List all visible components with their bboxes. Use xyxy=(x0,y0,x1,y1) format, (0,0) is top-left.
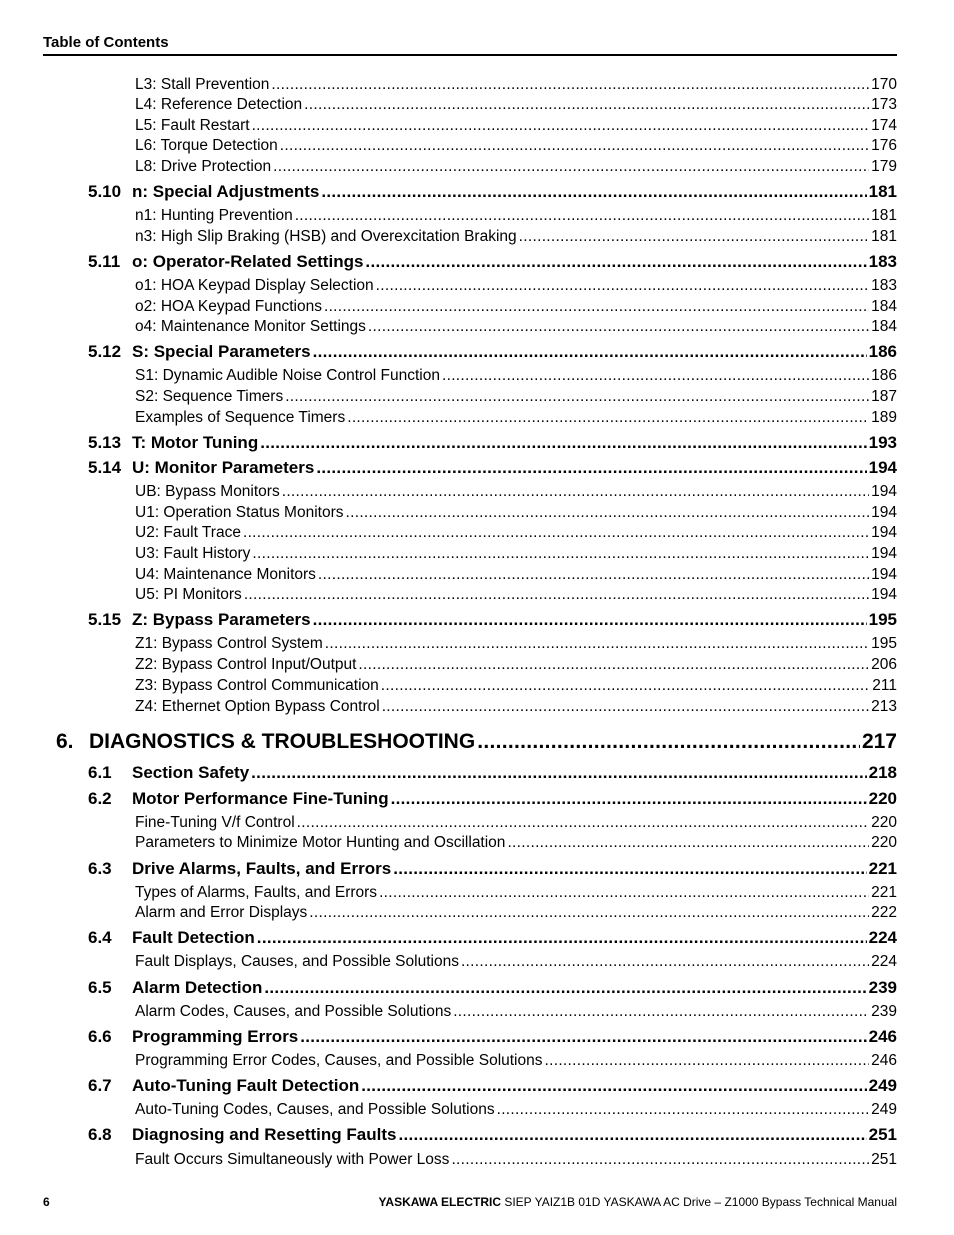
toc-entry-label: Alarm and Error Displays xyxy=(135,904,308,921)
toc-section-5-11[interactable] xyxy=(88,252,897,272)
dot-leader xyxy=(358,656,869,674)
header-divider xyxy=(43,54,897,56)
toc-section-page: 218 xyxy=(868,763,897,782)
toc-entry-label: n1: Hunting Prevention xyxy=(135,207,293,224)
toc-entry-label: L8: Drive Protection xyxy=(135,158,272,175)
dot-leader xyxy=(297,814,869,832)
toc-entry-page: 194 xyxy=(871,504,897,521)
dot-leader xyxy=(382,698,869,716)
toc-entry-page: 222 xyxy=(871,904,897,921)
toc-entry-alarm-types[interactable] xyxy=(135,884,897,902)
toc-section-label: Programming Errors xyxy=(132,1027,299,1046)
toc-entry-page: 176 xyxy=(871,137,897,154)
toc-entry-page: 194 xyxy=(871,586,897,603)
dot-leader xyxy=(393,859,866,879)
toc-section-page: 220 xyxy=(868,789,897,808)
toc-section-5-10[interactable] xyxy=(88,182,897,202)
toc-section-label: U: Monitor Parameters xyxy=(132,458,315,477)
toc-entry-label: n3: High Slip Braking (HSB) and Overexcitation Braking xyxy=(135,228,517,245)
toc-chapter-label: DIAGNOSTICS & TROUBLESHOOTING xyxy=(89,730,476,753)
toc-section-6-4[interactable] xyxy=(88,928,897,948)
dot-leader xyxy=(453,1003,869,1021)
dot-leader xyxy=(271,76,869,94)
toc-entry-label: Fine-Tuning V/f Control xyxy=(135,814,295,831)
toc-entry-label: o4: Maintenance Monitor Settings xyxy=(135,318,366,335)
toc-section-6-6[interactable] xyxy=(88,1027,897,1047)
dot-leader xyxy=(325,635,869,653)
toc-entry-label: L5: Fault Restart xyxy=(135,117,250,134)
toc-section-number: 5.12 xyxy=(88,342,122,361)
dot-leader xyxy=(361,1076,866,1096)
toc-entry-z1[interactable] xyxy=(135,635,897,653)
dot-leader xyxy=(442,367,869,385)
toc-entry-page: 194 xyxy=(871,483,897,500)
toc-entry-n3[interactable] xyxy=(135,228,897,246)
dot-leader xyxy=(243,524,869,542)
toc-entry-sequence-timer-examples[interactable] xyxy=(135,409,897,427)
toc-entry-s2[interactable] xyxy=(135,388,897,406)
toc-section-6-3[interactable] xyxy=(88,859,897,879)
toc-entry-programming-error-codes[interactable] xyxy=(135,1052,897,1070)
toc-section-page: 239 xyxy=(868,978,897,997)
toc-entry-auto-tuning-codes[interactable] xyxy=(135,1101,897,1119)
dot-leader xyxy=(273,158,869,176)
toc-section-number: 5.11 xyxy=(88,252,121,271)
toc-entry-z3[interactable] xyxy=(135,677,897,695)
dot-leader xyxy=(451,1151,869,1169)
toc-entry-page: 195 xyxy=(871,635,897,652)
toc-entry-label: o1: HOA Keypad Display Selection xyxy=(135,277,374,294)
toc-entry-ub[interactable] xyxy=(135,483,897,501)
dot-leader xyxy=(368,318,869,336)
toc-entry-page: 211 xyxy=(872,677,897,694)
toc-entry-l6[interactable] xyxy=(135,137,897,155)
toc-section-number: 6.1 xyxy=(88,763,112,782)
toc-entry-page: 181 xyxy=(871,228,897,245)
page-header-title: Table of Contents xyxy=(43,34,169,51)
toc-entry-page: 187 xyxy=(871,388,897,405)
toc-entry-page: 249 xyxy=(871,1101,897,1118)
toc-section-number: 6.6 xyxy=(88,1027,112,1046)
toc-section-number: 5.10 xyxy=(88,182,122,201)
toc-entry-motor-hunting[interactable] xyxy=(135,834,897,852)
toc-entry-page: 194 xyxy=(871,545,897,562)
toc-entry-label: U5: PI Monitors xyxy=(135,586,242,603)
footer-manual: SIEP YAIZ1B 01D YASKAWA AC Drive – Z1000 Bypass Technical Manual xyxy=(504,1195,897,1209)
toc-section-page: 181 xyxy=(868,182,897,201)
toc-entry-z2[interactable] xyxy=(135,656,897,674)
toc-section-5-15[interactable] xyxy=(88,610,897,630)
toc-section-number: 5.15 xyxy=(88,610,122,629)
dot-leader xyxy=(545,1052,870,1070)
toc-entry-label: U1: Operation Status Monitors xyxy=(135,504,344,521)
dot-leader xyxy=(346,504,870,522)
toc-chapter-page: 217 xyxy=(861,730,897,753)
toc-entry-s1[interactable] xyxy=(135,367,897,385)
toc-entry-label: Z2: Bypass Control Input/Output xyxy=(135,656,357,673)
toc-entry-label: Examples of Sequence Timers xyxy=(135,409,346,426)
toc-entry-label: o2: HOA Keypad Functions xyxy=(135,298,322,315)
toc-entry-label: U2: Fault Trace xyxy=(135,524,241,541)
toc-entry-page: 213 xyxy=(871,698,897,715)
toc-section-label: Alarm Detection xyxy=(132,978,263,997)
toc-entry-label: L6: Torque Detection xyxy=(135,137,278,154)
toc-section-5-13[interactable] xyxy=(88,433,897,453)
toc-entry-o2[interactable] xyxy=(135,298,897,316)
toc-entry-page: 194 xyxy=(871,566,897,583)
toc-entry-page: 189 xyxy=(871,409,897,426)
dot-leader xyxy=(398,1125,866,1145)
dot-leader xyxy=(282,483,869,501)
toc-section-label: Z: Bypass Parameters xyxy=(132,610,311,629)
dot-leader xyxy=(477,730,860,754)
dot-leader xyxy=(391,789,867,809)
dot-leader xyxy=(347,409,869,427)
toc-entry-label: Fault Displays, Causes, and Possible Solutions xyxy=(135,953,459,970)
toc-entry-label: U4: Maintenance Monitors xyxy=(135,566,316,583)
dot-leader xyxy=(461,953,869,971)
toc-entry-page: 239 xyxy=(871,1003,897,1020)
footer-manual-title xyxy=(379,1195,897,1209)
dot-leader xyxy=(260,433,866,453)
dot-leader xyxy=(309,904,869,922)
dot-leader xyxy=(304,96,869,114)
toc-entry-power-loss-fault[interactable] xyxy=(135,1151,897,1169)
footer-page-number: 6 xyxy=(43,1195,50,1209)
toc-entry-l8[interactable] xyxy=(135,158,897,176)
dot-leader xyxy=(379,884,869,902)
toc-section-page: 246 xyxy=(868,1027,897,1046)
dot-leader xyxy=(251,763,866,783)
dot-leader xyxy=(376,277,869,295)
toc-entry-z4[interactable] xyxy=(135,698,897,716)
toc-section-number: 6.2 xyxy=(88,789,112,808)
toc-section-page: 183 xyxy=(868,252,897,271)
toc-entry-page: 246 xyxy=(871,1052,897,1069)
toc-entry-page: 170 xyxy=(871,76,897,93)
dot-leader xyxy=(321,182,866,202)
dot-leader xyxy=(295,207,869,225)
dot-leader xyxy=(365,252,866,272)
toc-section-number: 5.13 xyxy=(88,433,122,452)
toc-entry-page: 186 xyxy=(871,367,897,384)
toc-entry-u2[interactable] xyxy=(135,524,897,542)
toc-entry-label: Alarm Codes, Causes, and Possible Solutions xyxy=(135,1003,452,1020)
toc-section-label: n: Special Adjustments xyxy=(132,182,320,201)
toc-entry-page: 179 xyxy=(871,158,897,175)
toc-section-label: Motor Performance Fine-Tuning xyxy=(132,789,389,808)
toc-entry-label: Z1: Bypass Control System xyxy=(135,635,323,652)
toc-section-label: Diagnosing and Resetting Faults xyxy=(132,1125,397,1144)
toc-section-number: 6.4 xyxy=(88,928,112,947)
toc-entry-page: 183 xyxy=(871,277,897,294)
toc-section-page: 194 xyxy=(868,458,897,477)
dot-leader xyxy=(316,458,866,478)
toc-entry-page: 181 xyxy=(871,207,897,224)
dot-leader xyxy=(257,928,867,948)
toc-entry-u4[interactable] xyxy=(135,566,897,584)
toc-entry-page: 251 xyxy=(871,1151,897,1168)
toc-section-page: 193 xyxy=(868,433,897,452)
toc-entry-label: S1: Dynamic Audible Noise Control Function xyxy=(135,367,440,384)
toc-entry-label: Auto-Tuning Codes, Causes, and Possible Solutions xyxy=(135,1101,495,1118)
toc-section-6-1[interactable] xyxy=(88,763,897,783)
dot-leader xyxy=(313,342,867,362)
toc-entry-page: 184 xyxy=(871,318,897,335)
dot-leader xyxy=(497,1101,870,1119)
toc-entry-page: 174 xyxy=(871,117,897,134)
toc-chapter-number: 6. xyxy=(56,730,74,753)
toc-entry-label: Fault Occurs Simultaneously with Power Loss xyxy=(135,1151,450,1168)
toc-section-6-8[interactable] xyxy=(88,1125,897,1145)
footer-brand: YASKAWA ELECTRIC xyxy=(378,1195,501,1209)
toc-section-label: Auto-Tuning Fault Detection xyxy=(132,1076,360,1095)
toc-section-page: 195 xyxy=(868,610,897,629)
toc-entry-page: 220 xyxy=(871,814,897,831)
dot-leader xyxy=(252,117,870,135)
dot-leader xyxy=(318,566,869,584)
toc-entry-alarm-displays[interactable] xyxy=(135,904,897,922)
toc-entry-page: 173 xyxy=(871,96,897,113)
toc-section-6-7[interactable] xyxy=(88,1076,897,1096)
dot-leader xyxy=(507,834,869,852)
toc-entry-fine-tuning-vf[interactable] xyxy=(135,814,897,832)
toc-section-6-2[interactable] xyxy=(88,789,897,809)
toc-entry-u1[interactable] xyxy=(135,504,897,522)
toc-entry-label: Programming Error Codes, Causes, and Possible Solutions xyxy=(135,1052,543,1069)
toc-entry-page: 206 xyxy=(871,656,897,673)
toc-entry-n1[interactable] xyxy=(135,207,897,225)
toc-entry-label: Types of Alarms, Faults, and Errors xyxy=(135,884,378,901)
toc-section-5-12[interactable] xyxy=(88,342,897,362)
toc-entry-o1[interactable] xyxy=(135,277,897,295)
toc-section-label: Fault Detection xyxy=(132,928,255,947)
toc-entry-label: L4: Reference Detection xyxy=(135,96,303,113)
toc-section-page: 249 xyxy=(868,1076,897,1095)
toc-section-page: 251 xyxy=(868,1125,897,1144)
toc-entry-l3[interactable] xyxy=(135,76,897,94)
toc-entry-fault-displays[interactable] xyxy=(135,953,897,971)
dot-leader xyxy=(381,677,870,695)
toc-section-number: 6.3 xyxy=(88,859,112,878)
dot-leader xyxy=(285,388,869,406)
toc-section-label: o: Operator-Related Settings xyxy=(132,252,364,271)
toc-section-page: 221 xyxy=(868,859,897,878)
toc-entry-label: UB: Bypass Monitors xyxy=(135,483,280,500)
toc-chapter-6[interactable] xyxy=(56,730,897,754)
toc-section-5-14[interactable] xyxy=(88,458,897,478)
toc-entry-page: 221 xyxy=(871,884,897,901)
toc-entry-alarm-codes[interactable] xyxy=(135,1003,897,1021)
toc-section-label: S: Special Parameters xyxy=(132,342,311,361)
toc-entry-label: Parameters to Minimize Motor Hunting and Oscillation xyxy=(135,834,506,851)
dot-leader xyxy=(300,1027,866,1047)
toc-entry-l4[interactable] xyxy=(135,96,897,114)
toc-entry-u5[interactable] xyxy=(135,586,897,604)
toc-entry-label: L3: Stall Prevention xyxy=(135,76,270,93)
toc-section-6-5[interactable] xyxy=(88,978,897,998)
toc-section-label: Drive Alarms, Faults, and Errors xyxy=(132,859,392,878)
toc-section-label: T: Motor Tuning xyxy=(132,433,259,452)
toc-section-number: 5.14 xyxy=(88,458,122,477)
toc-entry-label: U3: Fault History xyxy=(135,545,251,562)
toc-section-number: 6.7 xyxy=(88,1076,112,1095)
toc-entry-page: 220 xyxy=(871,834,897,851)
toc-section-page: 224 xyxy=(868,928,897,947)
dot-leader xyxy=(252,545,869,563)
toc-entry-l5[interactable] xyxy=(135,117,897,135)
dot-leader xyxy=(244,586,869,604)
toc-entry-label: Z3: Bypass Control Communication xyxy=(135,677,379,694)
toc-entry-u3[interactable] xyxy=(135,545,897,563)
toc-entry-label: S2: Sequence Timers xyxy=(135,388,284,405)
toc-entry-page: 184 xyxy=(871,298,897,315)
dot-leader xyxy=(324,298,869,316)
toc-section-page: 186 xyxy=(868,342,897,361)
toc-section-label: Section Safety xyxy=(132,763,250,782)
dot-leader xyxy=(519,228,869,246)
toc-entry-page: 194 xyxy=(871,524,897,541)
toc-entry-page: 224 xyxy=(871,953,897,970)
toc-section-number: 6.5 xyxy=(88,978,112,997)
toc-section-number: 6.8 xyxy=(88,1125,112,1144)
dot-leader xyxy=(264,978,866,998)
dot-leader xyxy=(313,610,867,630)
toc-entry-o4[interactable] xyxy=(135,318,897,336)
dot-leader xyxy=(280,137,869,155)
toc-entry-label: Z4: Ethernet Option Bypass Control xyxy=(135,698,380,715)
